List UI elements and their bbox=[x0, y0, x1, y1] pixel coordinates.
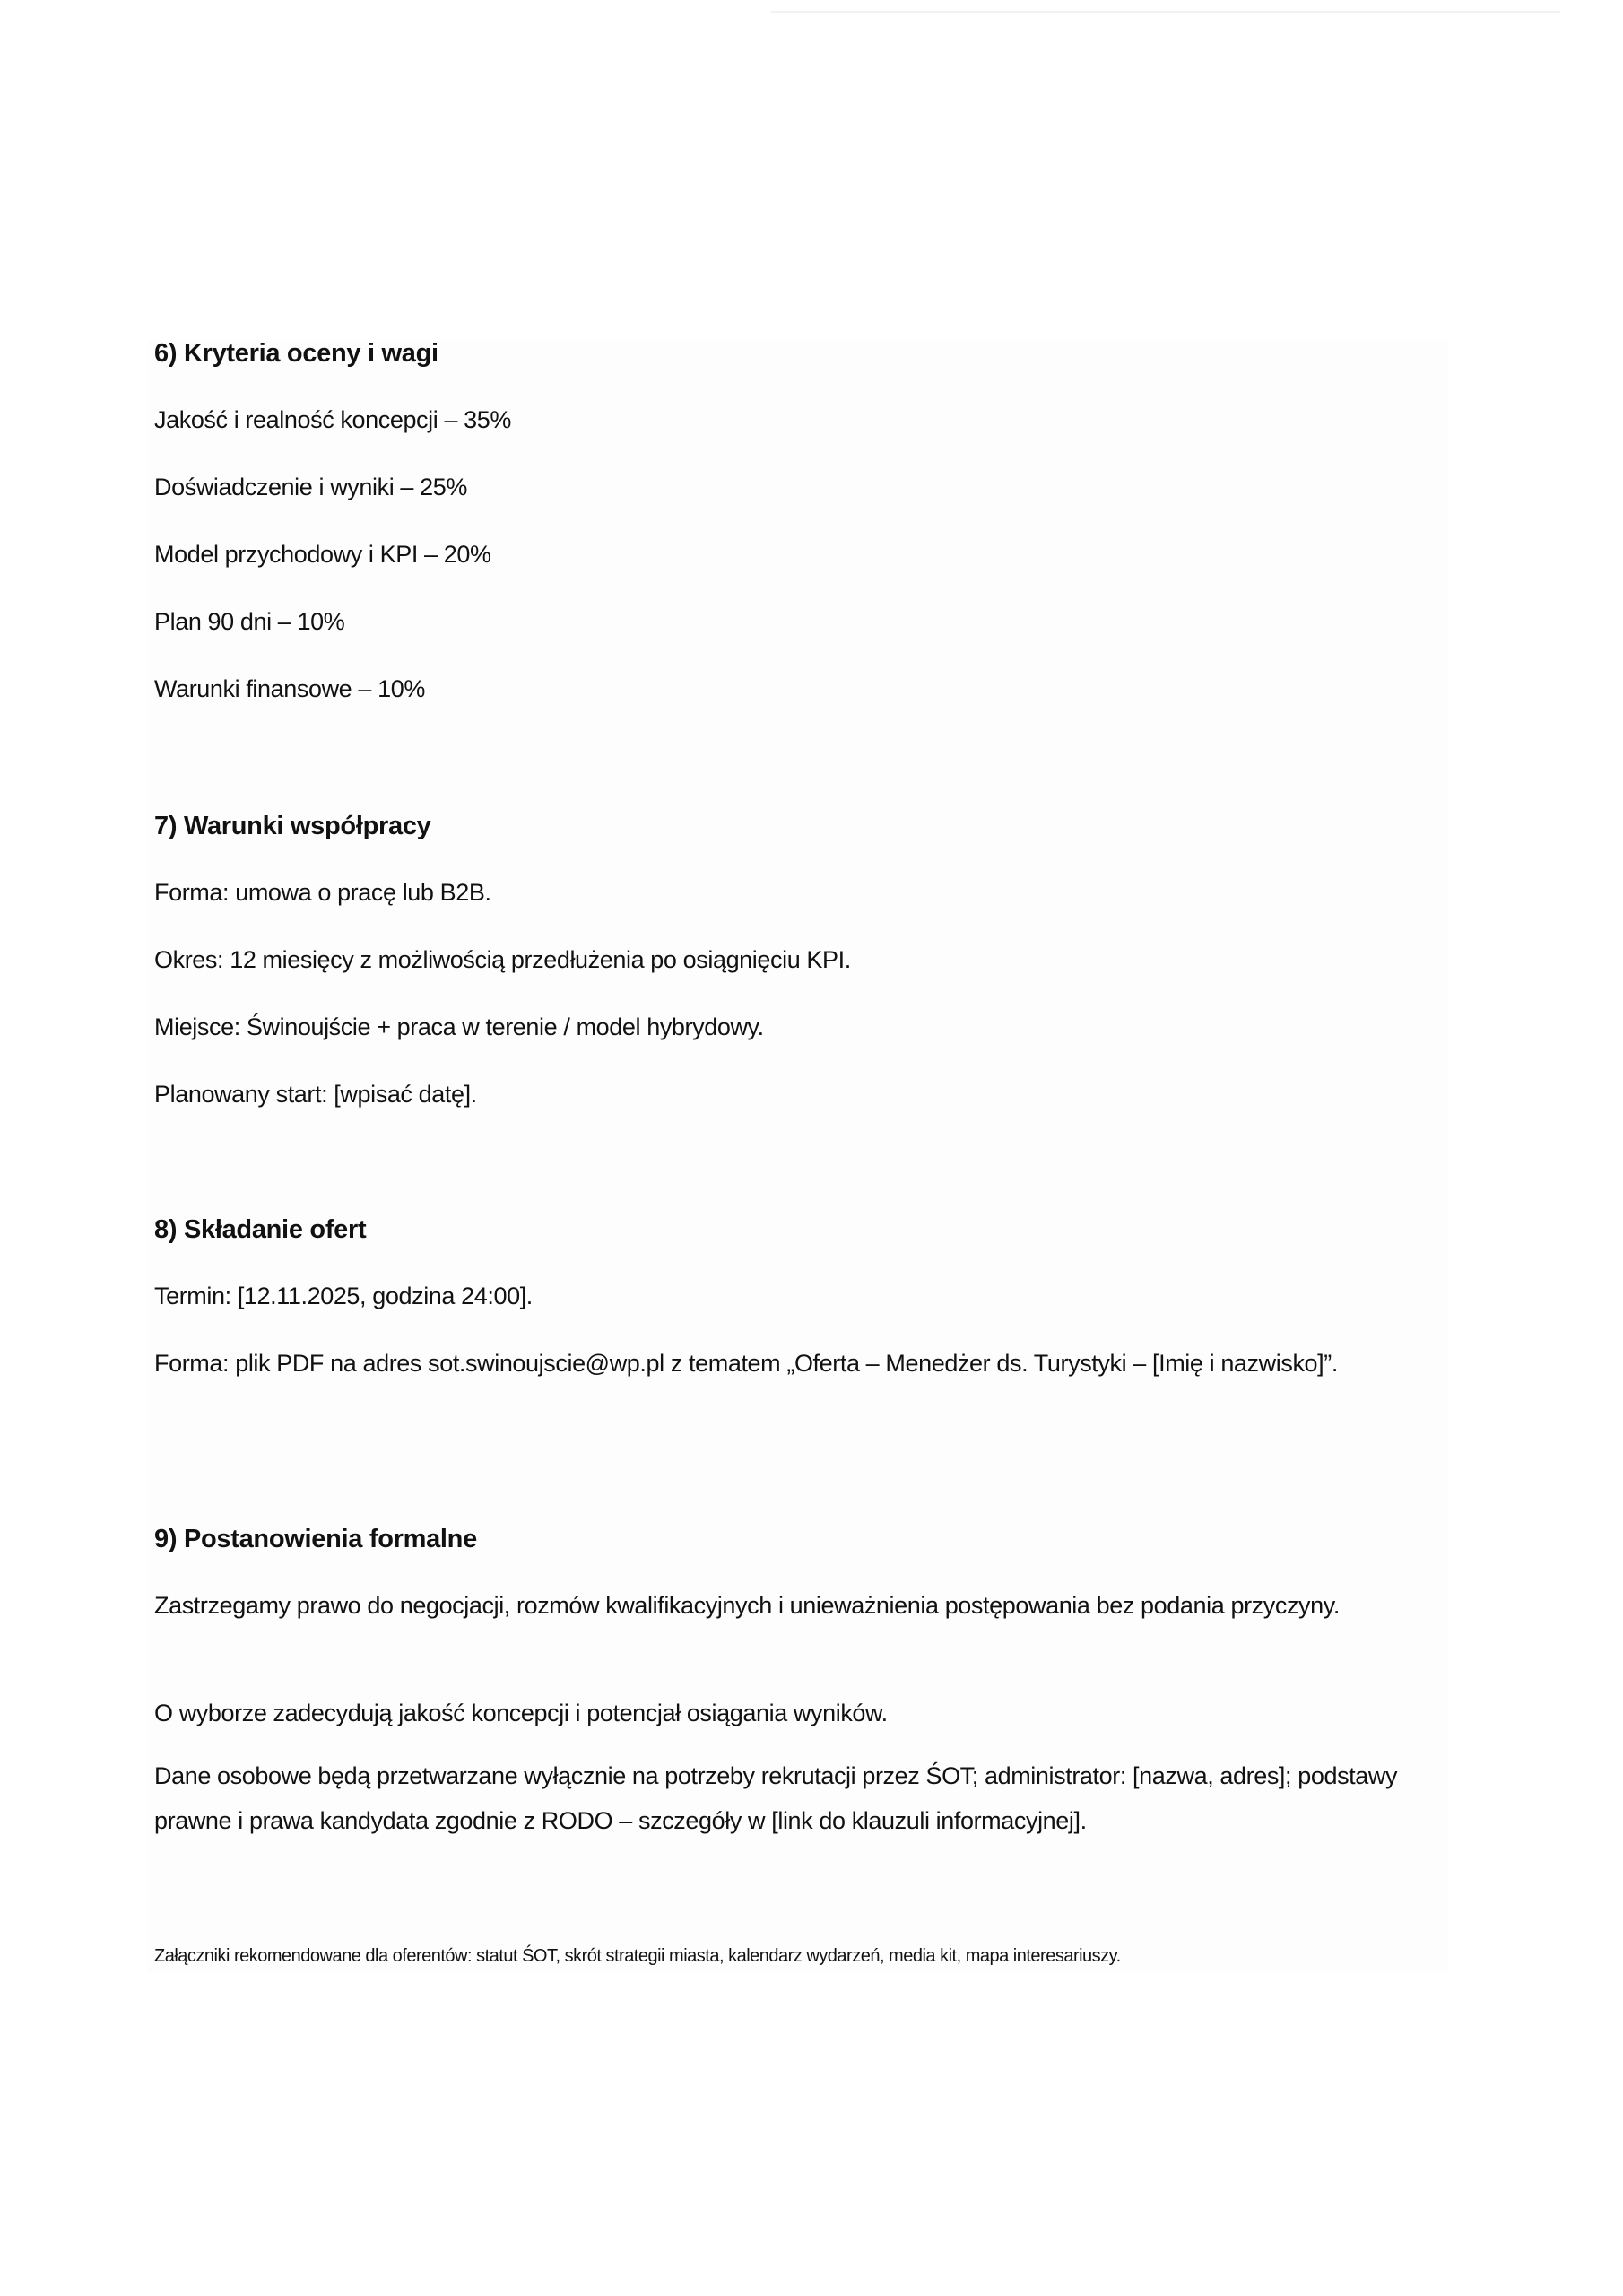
attachments-footnote: Załączniki rekomendowane dla oferentów: statut ŚOT, skrót strategii miasta, kalendarz wydarzeń, media kit, mapa interesariuszy. bbox=[154, 1946, 1121, 1966]
criterion-item: Jakość i realność koncepcji – 35% bbox=[154, 406, 512, 433]
criterion-item: Plan 90 dni – 10% bbox=[154, 608, 345, 635]
section-heading: 6) Kryteria oceny i wagi bbox=[154, 339, 438, 368]
section-heading: 8) Składanie ofert bbox=[154, 1215, 367, 1244]
submission-deadline: Termin: [12.11.2025, godzina 24:00]. bbox=[154, 1283, 533, 1309]
submission-form: Forma: plik PDF na adres sot.swinoujscie@wp.pl z tematem „Oferta – Menedżer ds. Turystyki – [Imię i nazwisko]”. bbox=[154, 1350, 1338, 1377]
criterion-item: Warunki finansowe – 10% bbox=[154, 675, 425, 702]
section-heading: 7) Warunki współpracy bbox=[154, 812, 431, 840]
term-item: Planowany start: [wpisać datę]. bbox=[154, 1081, 477, 1108]
term-item: Okres: 12 miesięcy z możliwością przedłużenia po osiągnięciu KPI. bbox=[154, 946, 851, 973]
criterion-item: Model przychodowy i KPI – 20% bbox=[154, 541, 491, 568]
section-heading: 9) Postanowienia formalne bbox=[154, 1525, 477, 1553]
scan-edge-artifact bbox=[771, 11, 1560, 13]
provision-item: Dane osobowe będą przetwarzane wyłącznie na potrzeby rekrutacji przez ŚOT; administrator: [nazwa, adres]; podstawy prawne i prawa kandydata zgodnie z RODO – szczegóły w [link do klauzuli informacyjnej]. bbox=[154, 1762, 1398, 1834]
provision-item: O wyborze zadecydują jakość koncepcji i potencjał osiągania wyników. bbox=[154, 1700, 888, 1726]
term-item: Miejsce: Świnoujście + praca w terenie / model hybrydowy. bbox=[154, 1013, 764, 1040]
provision-item: Zastrzegamy prawo do negocjacji, rozmów kwalifikacyjnych i unieważnienia postępowania bez podania przyczyny. bbox=[154, 1592, 1340, 1619]
content-area bbox=[148, 341, 1448, 1973]
term-item: Forma: umowa o pracę lub B2B. bbox=[154, 879, 491, 906]
criterion-item: Doświadczenie i wyniki – 25% bbox=[154, 474, 467, 500]
